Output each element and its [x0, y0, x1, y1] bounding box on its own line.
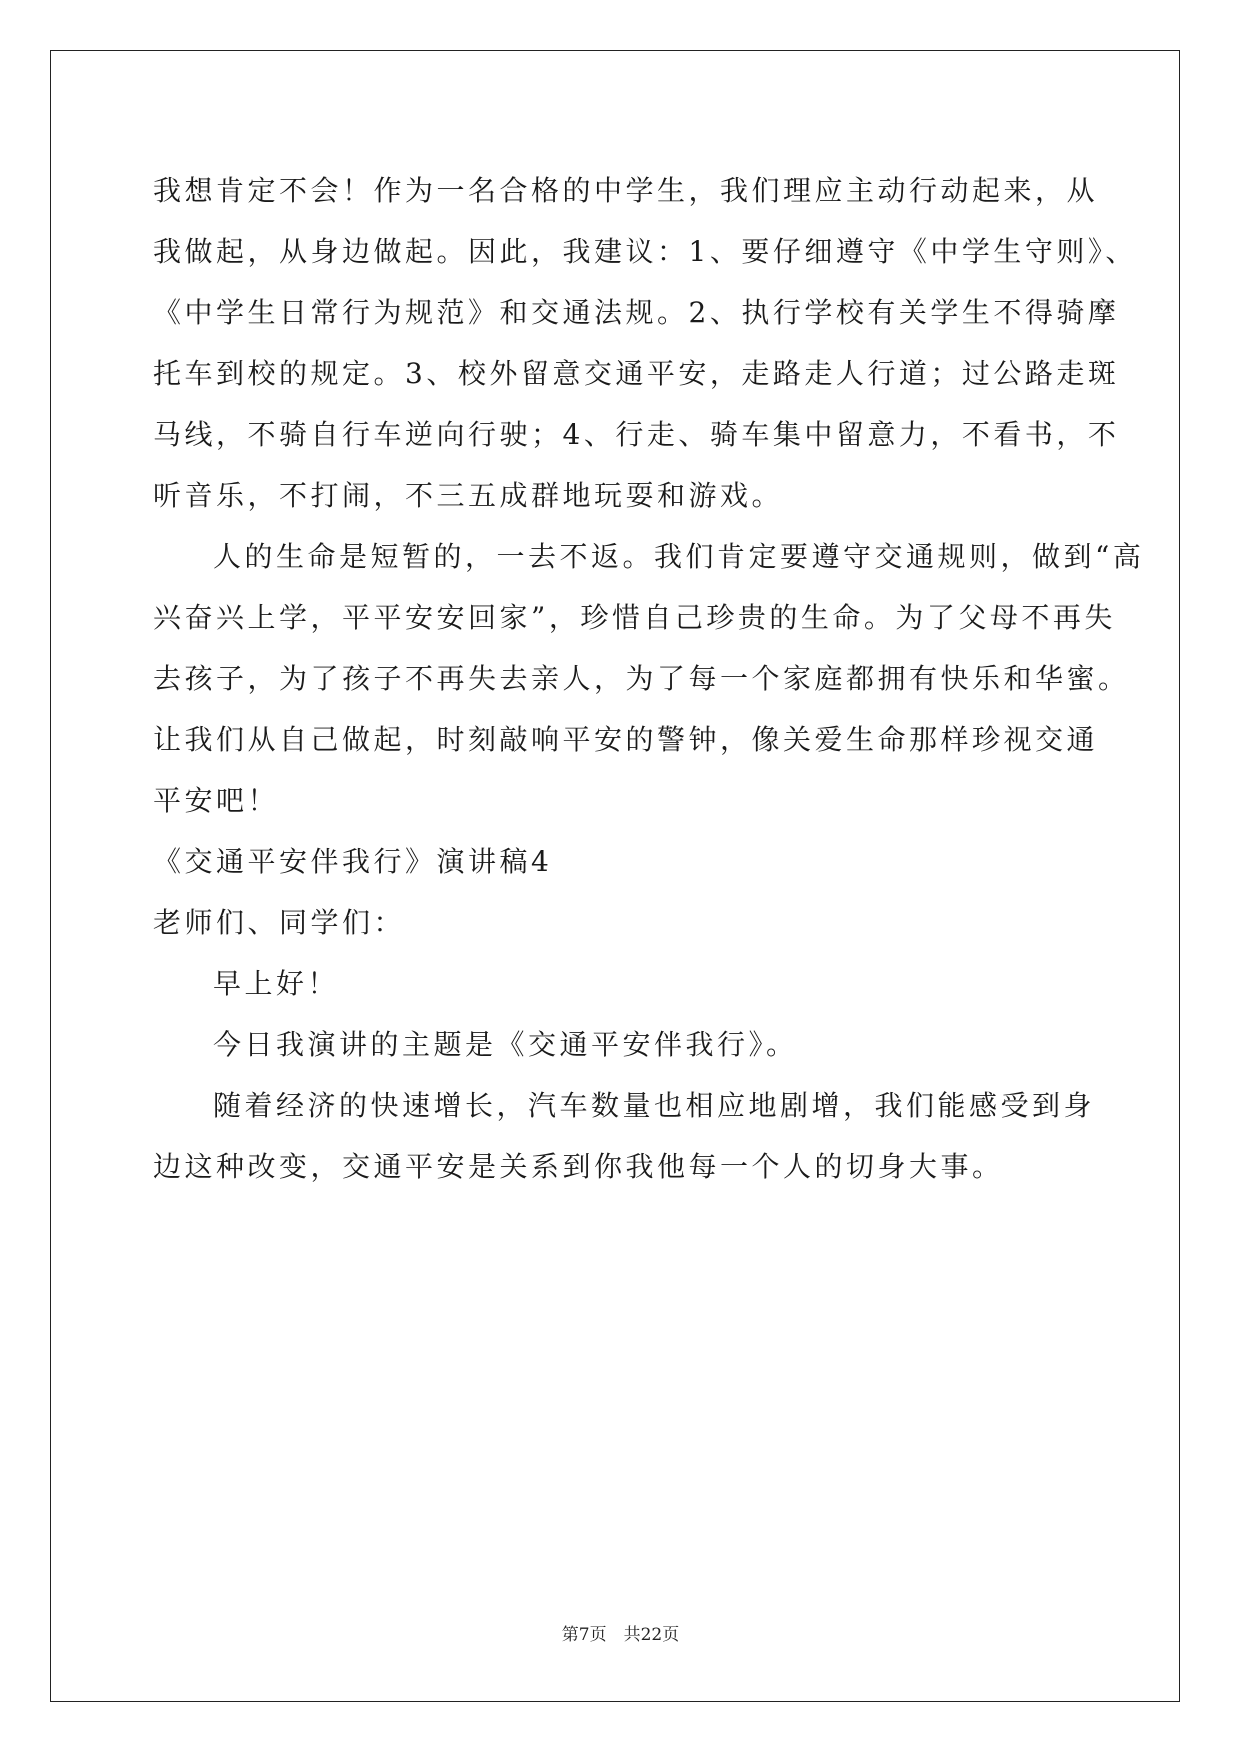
paragraph-line: 今日我演讲的主题是《交通平安伴我行》。: [213, 1028, 798, 1061]
salutation: 老师们、同学们：: [153, 906, 406, 939]
section-heading: 《交通平安伴我行》演讲稿4: [153, 845, 553, 878]
paragraph-line: 随着经济的快速增长，汽车数量也相应地剧增，我们能感受到身: [213, 1089, 1096, 1122]
paragraph-line: 听音乐，不打闹，不三五成群地玩耍和游戏。: [153, 479, 784, 512]
paragraph-line: 人的生命是短暂的，一去不返。我们肯定要遵守交通规则，做到“高: [213, 540, 1145, 573]
page-number-footer: 第7页 共22页: [561, 1625, 680, 1645]
paragraph-line: 兴奋兴上学，平平安安回家”，珍惜自己珍贵的生命。为了父母不再失: [153, 601, 1116, 634]
greeting: 早上好！: [213, 967, 340, 1000]
paragraph-line: 让我们从自己做起，时刻敲响平安的警钟，像关爱生命那样珍视交通: [153, 723, 1099, 756]
paragraph-line: 《中学生日常行为规范》和交通法规。2、执行学校有关学生不得骑摩: [153, 296, 1120, 329]
paragraph-line: 我想肯定不会！作为一名合格的中学生，我们理应主动行动起来，从: [153, 174, 1099, 207]
paragraph-line: 托车到校的规定。3、校外留意交通平安，走路走人行道；过公路走斑: [153, 357, 1120, 390]
paragraph-line: 去孩子，为了孩子不再失去亲人，为了每一个家庭都拥有快乐和华蜜。: [153, 662, 1130, 695]
paragraph-line: 马线，不骑自行车逆向行驶；4、行走、骑车集中留意力，不看书，不: [153, 418, 1120, 451]
paragraph-line: 我做起，从身边做起。因此，我建议：1、要仔细遵守《中学生守则》、: [153, 235, 1137, 268]
paragraph-line: 边这种改变，交通平安是关系到你我他每一个人的切身大事。: [153, 1150, 1004, 1183]
paragraph-line: 平安吧！: [153, 784, 280, 817]
